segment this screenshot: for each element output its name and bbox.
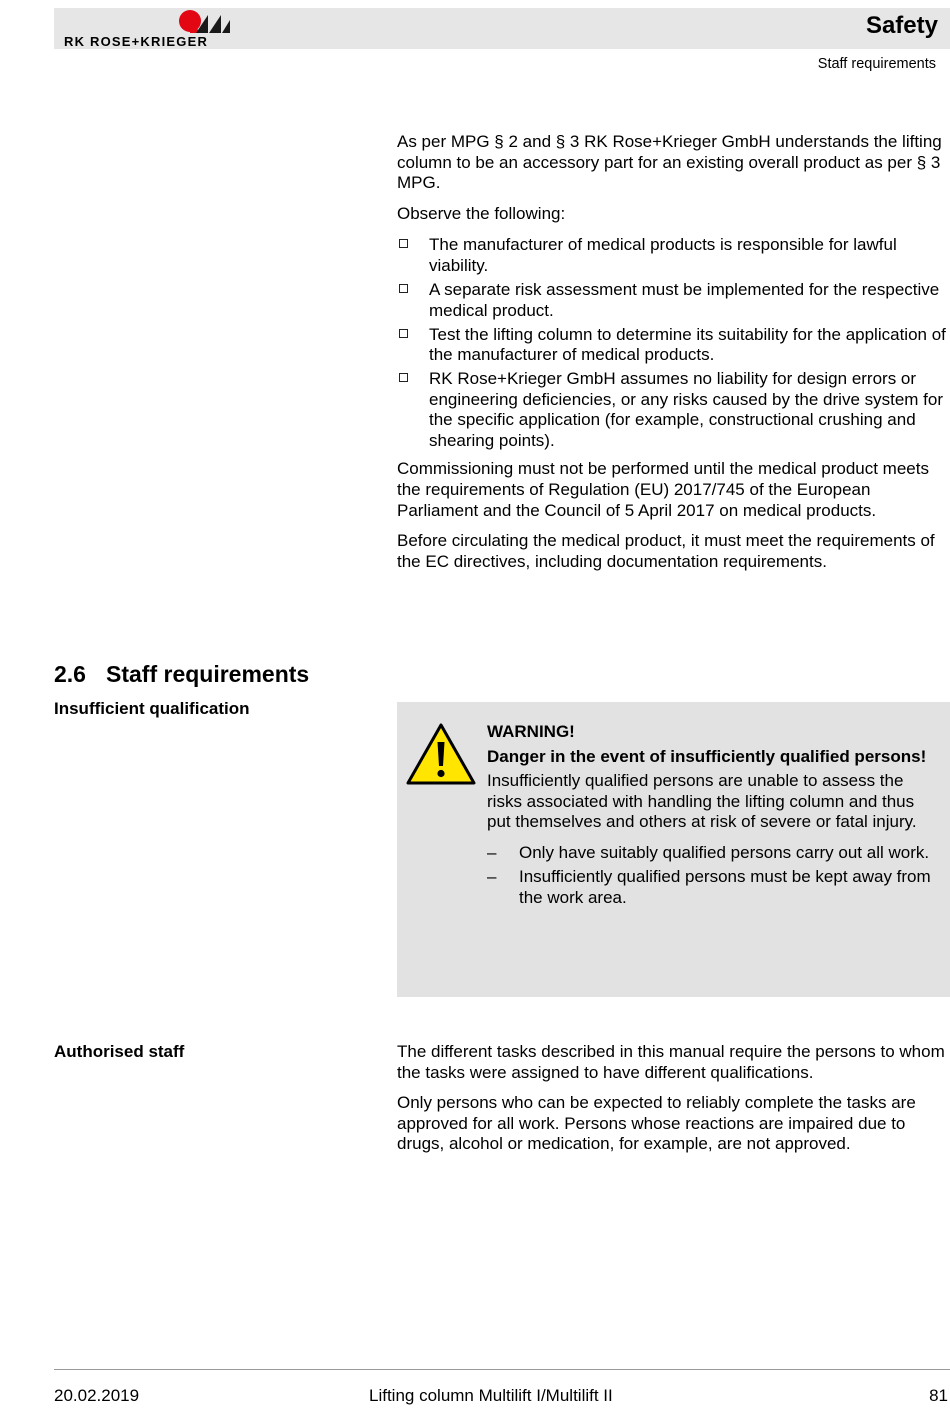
section-number: 2.6	[54, 661, 86, 687]
page-number: 81	[929, 1386, 948, 1405]
bullet-square-icon	[399, 329, 408, 338]
warning-triangle-icon	[405, 722, 477, 786]
warning-box	[397, 702, 950, 997]
list-item: – Only have suitably qualified persons carry out all work.	[487, 842, 930, 862]
page-subtitle: Staff requirements	[817, 56, 936, 72]
brand-logo	[64, 9, 230, 49]
logo-text: RK ROSE+KRIEGER	[64, 34, 209, 49]
intro-paragraph: As per MPG § 2 and § 3 RK Rose+Krieger GmbH understands the lifting column to be an accessory part for an existing overall product as per § 3 MPG.	[397, 132, 942, 193]
commissioning-paragraph: Commissioning must not be performed until the medical product meets the requirements of Regulation (EU) 2017/745 of the European Parliament and the Council of 5 April 2017 on medical products.	[397, 459, 929, 520]
footer-date: 20.02.2019	[54, 1386, 140, 1405]
warning-label: WARNING!	[487, 722, 575, 741]
section-title: Staff requirements	[106, 661, 310, 687]
section-heading	[54, 661, 309, 688]
list-item: The manufacturer of medical products is responsible for lawful viability.	[397, 235, 949, 276]
list-item: RK Rose+Krieger GmbH assumes no liability for design errors or engineering deficiencies, or any risks caused by the drive system for the specific application (for example, constructional crushing and shearing points).	[397, 369, 949, 451]
dash-marker: –	[487, 866, 497, 886]
observe-paragraph: Observe the following:	[397, 203, 566, 223]
footer-divider	[54, 1369, 950, 1370]
authorised-paragraph: The different tasks described in this manual require the persons to whom the tasks were assigned to have different qualifications.	[397, 1042, 945, 1082]
warning-content	[487, 722, 942, 912]
bullet-square-icon	[399, 239, 408, 248]
dash-marker: –	[487, 842, 497, 862]
bullet-square-icon	[399, 284, 408, 293]
list-item: Test the lifting column to determine its suitability for the application of the manufacturer of medical products.	[397, 325, 949, 366]
logo-mark-icon	[178, 9, 230, 33]
approval-paragraph: Only persons who can be expected to reliably complete the tasks are approved for all work. Persons whose reactions are impaired due to drugs, alcohol or medication, for example, are not approved.	[397, 1093, 916, 1154]
list-item: A separate risk assessment must be implemented for the respective medical product.	[397, 280, 949, 321]
bullet-square-icon	[399, 373, 408, 382]
requirements-list	[397, 235, 949, 451]
circulating-paragraph: Before circulating the medical product, it must meet the requirements of the EC directives, including documentation requirements.	[397, 531, 935, 571]
page-title: Safety	[865, 12, 938, 39]
authorised-staff-label: Authorised staff	[54, 1042, 185, 1061]
insufficient-qualification-label: Insufficient qualification	[54, 699, 250, 718]
warning-text: Insufficiently qualified persons are unable to assess the risks associated with handling the lifting column and thus put themselves and others at risk of severe or fatal injury.	[487, 771, 917, 832]
measures-list	[487, 843, 942, 908]
intro-block	[397, 132, 949, 572]
authorised-block	[397, 1042, 949, 1155]
list-item: – Insufficiently qualified persons must be kept away from the work area.	[487, 866, 931, 907]
warning-heading: Danger in the event of insufficiently qualified persons!	[487, 746, 927, 766]
footer-product: Lifting column Multilift I/Multilift II	[369, 1386, 613, 1405]
